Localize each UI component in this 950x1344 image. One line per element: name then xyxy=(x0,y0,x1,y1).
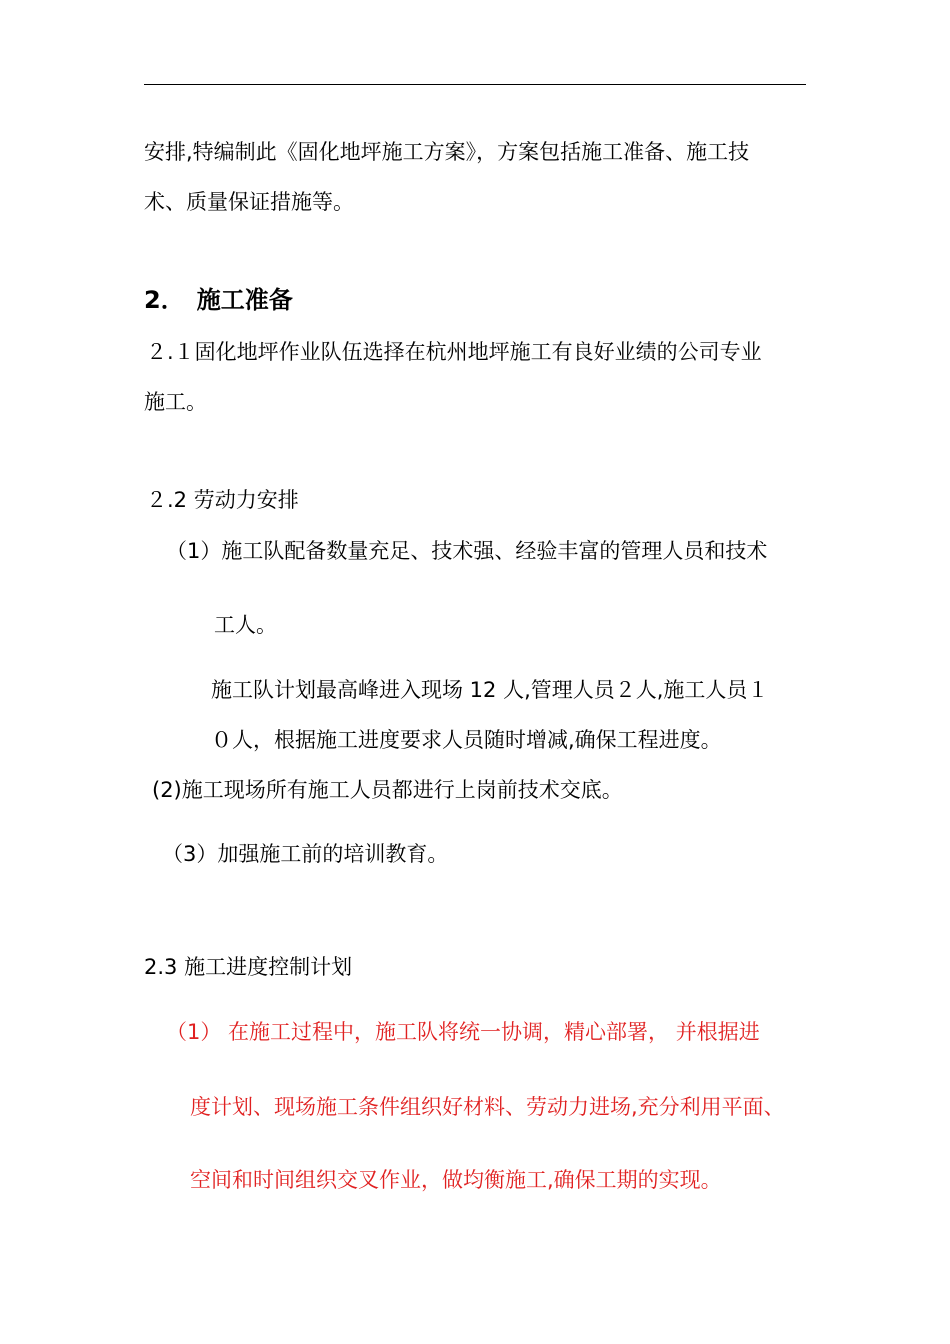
intro-line-1: 安排,特编制此《固化地坪施工方案》，方案包括施工准备、施工技 xyxy=(144,140,750,164)
section-2-2-item-1-note-1: 施工队计划最高峰进入现场 12 人,管理人员２人,施工人员１ xyxy=(211,678,769,702)
section-2-3-item-1-line-2: 度计划、现场施工条件组织好材料、劳动力进场,充分利用平面、 xyxy=(190,1095,785,1119)
section-2-3-item-1-line-3: 空间和时间组织交叉作业，做均衡施工,确保工期的实现。 xyxy=(190,1168,722,1192)
section-2-1-line-1: ２.１固化地坪作业队伍选择在杭州地坪施工有良好业绩的公司专业 xyxy=(146,340,762,364)
section-2-2-heading: ２.2 劳动力安排 xyxy=(146,488,299,512)
section-2-2-item-1-line-2: 工人。 xyxy=(214,613,277,637)
section-2-number: 2． xyxy=(144,286,185,314)
section-2-2-item-1-note-2: ０人，根据施工进度要求人员随时增减,确保工程进度。 xyxy=(211,728,722,752)
section-2-2-item-2: (2)施工现场所有施工人员都进行上岗前技术交底。 xyxy=(152,778,623,802)
section-2-title: 施工准备 xyxy=(196,286,293,314)
section-2-3-heading: 2.3 施工进度控制计划 xyxy=(144,955,353,979)
section-2-heading xyxy=(144,286,293,314)
header-rule xyxy=(144,84,806,85)
intro-line-2: 术、质量保证措施等。 xyxy=(144,190,354,214)
section-2-2-item-3: （3）加强施工前的培训教育。 xyxy=(162,842,449,866)
section-2-1-line-2: 施工。 xyxy=(144,390,207,414)
section-2-2-item-1-line-1: （1）施工队配备数量充足、技术强、经验丰富的管理人员和技术 xyxy=(166,539,768,563)
section-2-3-item-1-line-1: （1） 在施工过程中，施工队将统一协调，精心部署， 并根据进 xyxy=(166,1020,760,1044)
